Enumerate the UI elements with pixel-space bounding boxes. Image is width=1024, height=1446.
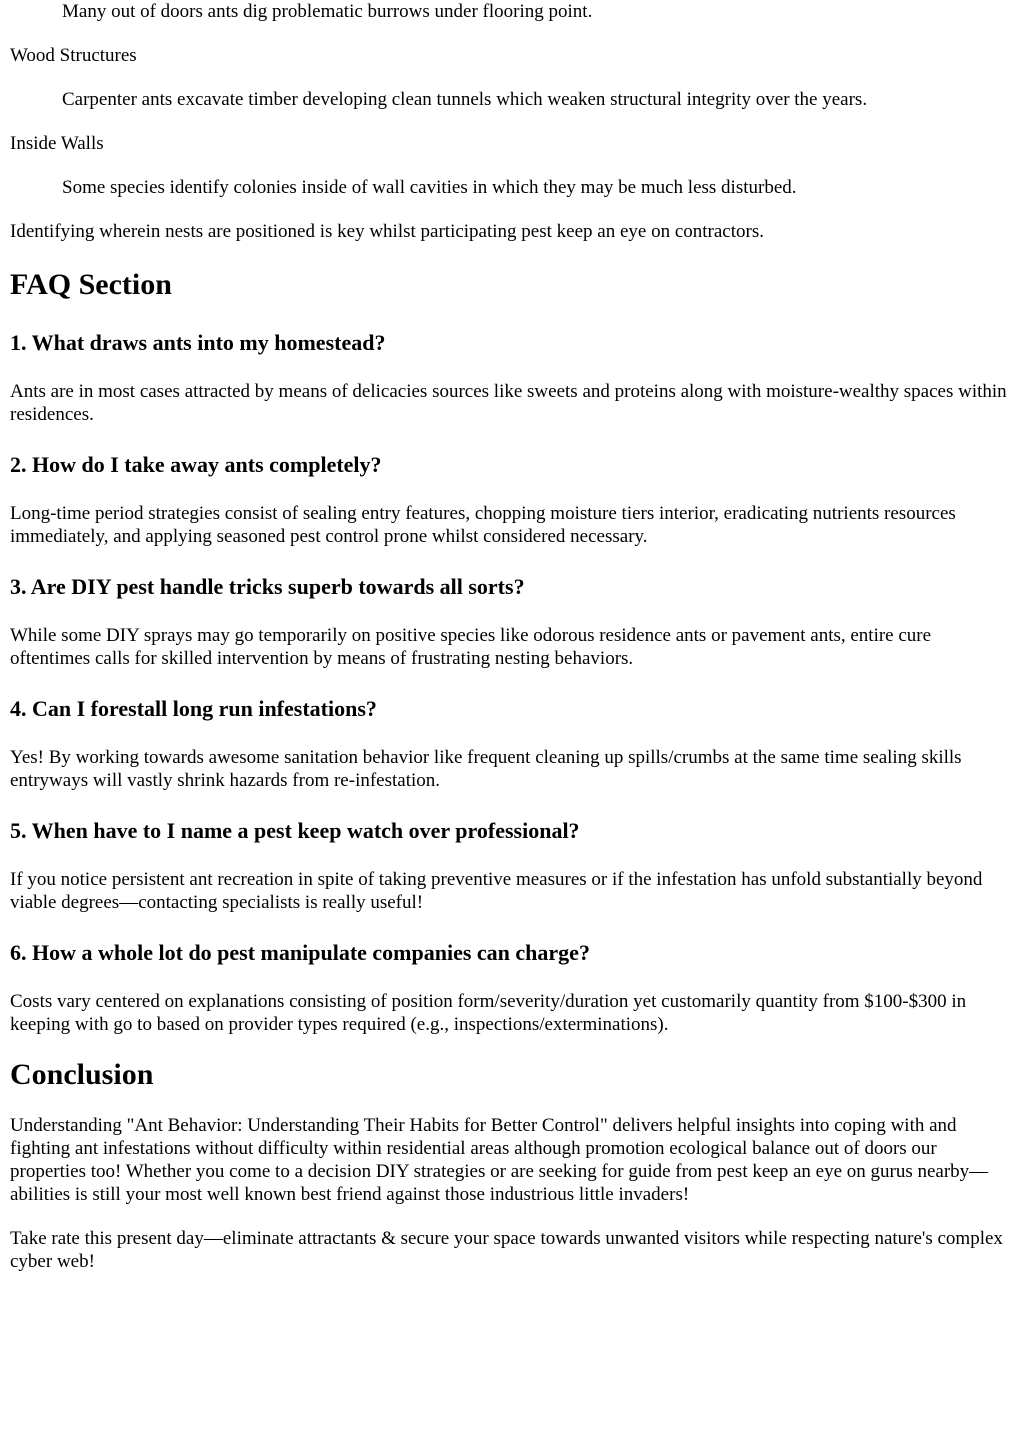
conclusion-paragraph: Take rate this present day—eliminate attractants & secure your space towards unwanted visitors while respecting nature's complex cyber web! — [10, 1228, 1003, 1272]
faq-answer: Yes! By working towards awesome sanitation behavior like frequent cleaning up spills/crumbs at the same time sealing skills entryways will vastly shrink hazards from re-infestation. — [10, 747, 962, 791]
nest-locations-list — [10, 0, 1014, 199]
faq-question: 5. When have to I name a pest keep watch over professional? — [10, 818, 580, 843]
faq-question: 2. How do I take away ants completely? — [10, 452, 382, 477]
faq-heading: FAQ Section — [10, 268, 172, 301]
faq-question: 4. Can I forestall long run infestations? — [10, 696, 377, 721]
faq-answer: Ants are in most cases attracted by means of delicacies sources like sweets and proteins along with moisture-wealthy spaces within residences. — [10, 381, 1007, 425]
faq-answer: While some DIY sprays may go temporarily on positive species like odorous residence ants or pavement ants, entire cure oftentimes calls for skilled intervention by means of frustrating nesting behaviors. — [10, 625, 932, 669]
conclusion-section — [10, 1114, 1014, 1273]
faq-question: 6. How a whole lot do pest manipulate companies can charge? — [10, 940, 590, 965]
faq-answer: If you notice persistent ant recreation in spite of taking preventive measures or if the infestation has unfold substantially beyond viable degrees—contacting specialists is really useful! — [10, 869, 983, 913]
faq-answer: Long-time period strategies consist of sealing entry features, chopping moisture tiers interior, eradicating nutrients resources immediately, and applying seasoned pest control prone whilst considered necessary. — [10, 503, 956, 547]
conclusion-paragraph: Understanding "Ant Behavior: Understanding Their Habits for Better Control" delivers helpful insights into coping with and fighting ant infestations without difficulty within residential areas although promotion ecological balance out of doors our properties too! Whether you come to a decision DIY strategies or are seeking for guide from pest keep an eye on gurus nearby—abilities is still your most well known best friend against those industrious little invaders! — [10, 1115, 989, 1205]
location-description: Carpenter ants excavate timber developing clean tunnels which weaken structural integrity over the years. — [62, 89, 868, 110]
faq-question: 3. Are DIY pest handle tricks superb towards all sorts? — [10, 574, 525, 599]
location-term: Wood Structures — [10, 45, 137, 66]
faq-section — [10, 330, 1014, 1036]
location-term: Inside Walls — [10, 133, 104, 154]
faq-answer: Costs vary centered on explanations consisting of position form/severity/duration yet customarily quantity from $100-$300 in keeping with go to based on provider types required (e.g., inspections/exterminations). — [10, 991, 967, 1035]
locations-summary: Identifying wherein nests are positioned is key whilst participating pest keep an eye on contractors. — [10, 221, 764, 242]
location-description: Many out of doors ants dig problematic burrows under flooring point. — [62, 1, 593, 22]
location-description: Some species identify colonies inside of wall cavities in which they may be much less disturbed. — [62, 177, 797, 198]
faq-question: 1. What draws ants into my homestead? — [10, 330, 386, 355]
conclusion-heading: Conclusion — [10, 1058, 154, 1091]
